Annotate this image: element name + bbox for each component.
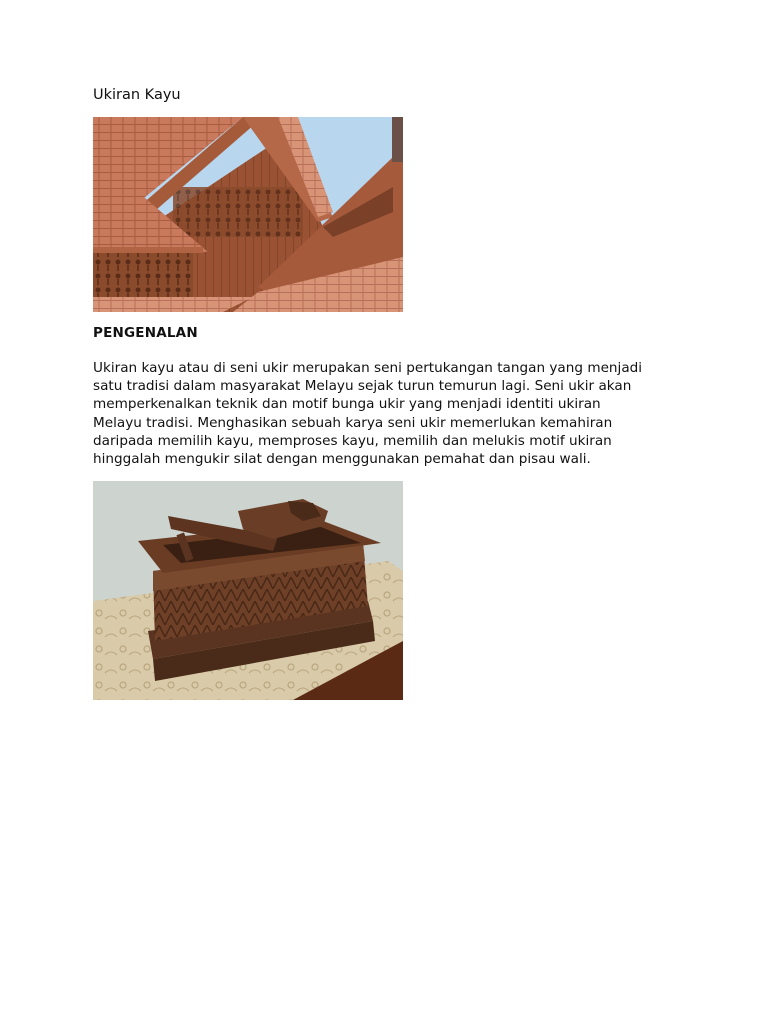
paragraph-line: daripada memilih kayu, memproses kayu, memilih dan melukis motif ukiran bbox=[93, 432, 612, 449]
document-title: Ukiran Kayu bbox=[93, 87, 181, 103]
section-heading: PENGENALAN bbox=[93, 325, 198, 341]
carved-roof-photo bbox=[93, 117, 403, 312]
intro-paragraph bbox=[93, 359, 673, 468]
carved-rehal-box-photo bbox=[93, 481, 403, 700]
paragraph-line: memperkenalkan teknik dan motif bunga ukir yang menjadi identiti ukiran bbox=[93, 396, 601, 413]
paragraph-line: hinggalah mengukir silat dengan menggunakan pemahat dan pisau wali. bbox=[93, 451, 591, 468]
paragraph-line: Ukiran kayu atau di seni ukir merupakan seni pertukangan tangan yang menjadi bbox=[93, 360, 643, 376]
paragraph-line: satu tradisi dalam masyarakat Melayu sejak turun temurun lagi. Seni ukir akan bbox=[93, 378, 632, 395]
paragraph-line: Melayu tradisi. Menghasikan sebuah karya seni ukir memerlukan kemahiran bbox=[93, 414, 613, 431]
